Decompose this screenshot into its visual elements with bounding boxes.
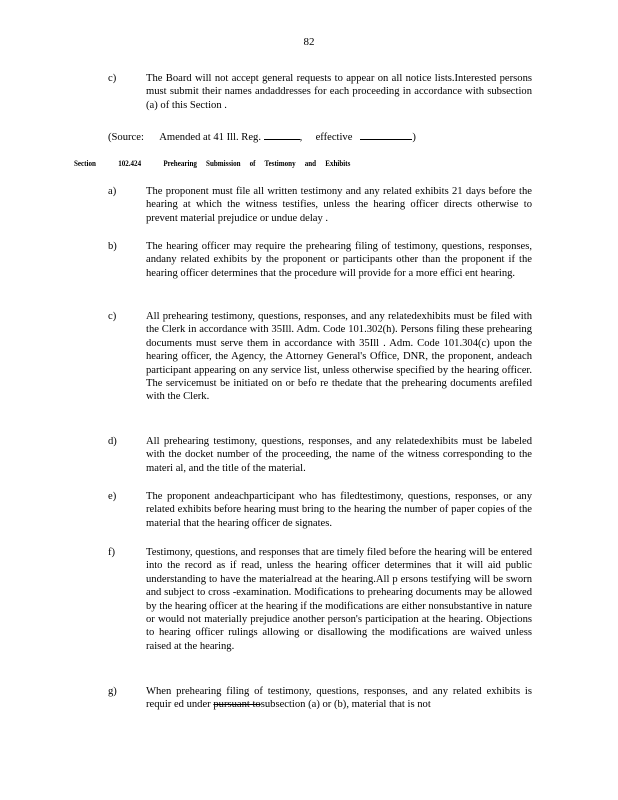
paragraph-label: a) xyxy=(108,186,117,197)
blank-line xyxy=(360,129,412,140)
paragraph-c-notice-lists xyxy=(108,72,532,112)
paragraph-text: The hearing officer may require the prehearing filing of testimony, questions, responses, andany related exhibits by the proponent or participants other than the proponent if the hearing officer determines that the procedure will provide for a more effici ent hearing. xyxy=(146,241,532,279)
source-amended: Amended at 41 Ill. Reg. xyxy=(159,132,261,143)
paragraph-text: The proponent andeachparticipant who has filedtestimony, questions, responses, or any related exhibits before hearing must bring to the hearing the number of paper copies of the material that the hearing officer de signates. xyxy=(146,491,532,529)
struck-text: pursuant to xyxy=(213,699,261,711)
paragraph-label: e) xyxy=(108,491,117,502)
paragraph-label: c) xyxy=(108,311,117,322)
paragraph-label: g) xyxy=(108,686,117,697)
paragraph-label: b) xyxy=(108,241,117,252)
section-title: Prehearing Submission of Testimony and Exhibits xyxy=(163,158,351,168)
paragraph-f xyxy=(108,546,532,653)
paragraph-text: The proponent must file all written testimony and any related exhibits 21 days before the hearing at which the witness testifies, unless the hearing officer directs otherwise to prevent material prejudice or undue delay . xyxy=(146,186,532,224)
paragraph-text: All prehearing testimony, questions, responses, and any relatedexhibits must be labeled with the docket number of the proceeding, the name of the witness corresponding to the materi al, and the title of the material. xyxy=(146,436,532,474)
section-number: 102.424 xyxy=(118,158,142,168)
paragraph-c xyxy=(108,310,532,404)
paragraph-e xyxy=(108,490,532,530)
source-prefix: (Source: xyxy=(108,132,144,143)
text-before: When prehearing filing of testimony, questions, responses, and any related exhibits is requir ed under xyxy=(146,686,532,711)
section-heading xyxy=(74,157,459,170)
source-effective: effective xyxy=(315,132,353,143)
section-word: Section xyxy=(74,158,96,168)
source-comma: , xyxy=(299,132,303,143)
paragraph-g xyxy=(108,685,532,712)
paragraph-text: All prehearing testimony, questions, responses, and any relatedexhibits must be filed with the Clerk in accordance with 35Ill. Adm. Code 101.302(h). Persons filing these prehearing documents must serve them in accordance with 35Ill . Adm. Code 101.304(c) upon the hearing officer, the Agency, the Attorney General's Office, DNR, the proponent, andeach participant appearing on any service list, unless otherwise specified by the hearing officer. The servicemust be initiated on or befo re thedate that the prehearing documents arefiled with the Clerk. xyxy=(146,311,532,403)
source-close: ) xyxy=(412,132,416,143)
blank-line xyxy=(264,129,300,140)
paragraph-label: d) xyxy=(108,436,117,447)
paragraph-b xyxy=(108,240,532,280)
paragraph-a xyxy=(108,185,532,225)
source-note xyxy=(108,129,538,144)
paragraph-text: Testimony, questions, and responses that are timely filed before the hearing will be entered into the record as if read, unless the hearing officer determines that it will aid public understanding to have the materialread at the hearing.All p ersons testifying will be sworn and subject to cross -examination. Modifications to prehearing documents may be allowed by the hearing officer at the hearing if the modifications are either nonsubstantive in nature or would not materially prejudice another person's participation at the hearing. Objections to hearing officer rulings allowing or disallowing the modifications are waived unless raised at the hearing. xyxy=(146,547,532,652)
paragraph-text xyxy=(146,685,532,712)
page-number: 82 xyxy=(303,36,315,48)
text-after: subsection (a) or (b), material that is not xyxy=(260,699,431,711)
paragraph-text: The Board will not accept general requests to appear on all notice lists.Interested persons must submit their names andaddresses for each proceeding in accordance with subsection (a) of this Section . xyxy=(146,73,532,111)
paragraph-label: f) xyxy=(108,547,116,558)
paragraph-d xyxy=(108,435,532,475)
paragraph-label: c) xyxy=(108,73,117,84)
